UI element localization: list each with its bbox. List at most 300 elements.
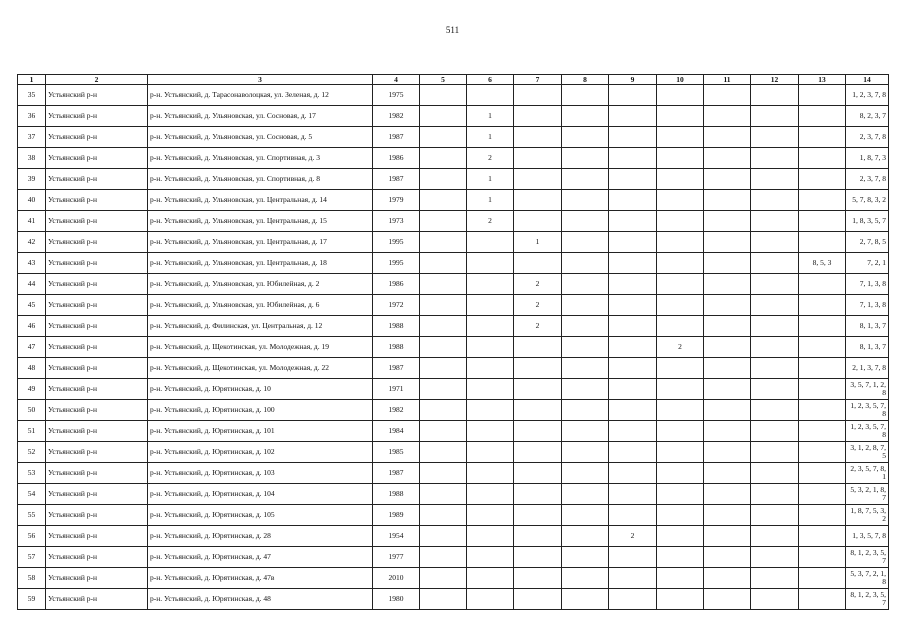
table-cell-col-14: 3, 1, 2, 8, 7, 5 [846,442,889,463]
table-cell-col-12 [751,442,799,463]
table-cell-col-4: 1977 [373,547,420,568]
table-cell-col-2: Устьянский р-н [46,442,148,463]
table-body [18,85,889,610]
table-cell-col-4: 1995 [373,232,420,253]
table-cell-col-3: р-н. Устьянский, д. Щекотинская, ул. Молодежная, д. 19 [148,337,373,358]
table-row [18,148,889,169]
table-cell-col-10 [657,505,704,526]
table-cell-col-14: 8, 1, 2, 3, 5, 7 [846,547,889,568]
table-cell-col-4: 1972 [373,295,420,316]
table-cell-col-5 [420,232,467,253]
table-cell-col-10 [657,232,704,253]
table-row [18,547,889,568]
table-cell-col-4: 1982 [373,106,420,127]
table-cell-col-12 [751,421,799,442]
table-cell-col-8 [562,253,609,274]
table-cell-col-6: 2 [467,211,514,232]
table-cell-col-1: 45 [18,295,46,316]
table-cell-col-14: 1, 2, 3, 7, 8 [846,85,889,106]
table-cell-col-6: 2 [467,148,514,169]
table-cell-col-14: 2, 3, 5, 7, 8, 1 [846,463,889,484]
table-row [18,442,889,463]
table-cell-col-8 [562,316,609,337]
table-cell-col-5 [420,442,467,463]
table-cell-col-2: Устьянский р-н [46,253,148,274]
table-cell-col-7 [514,253,562,274]
table-cell-col-1: 56 [18,526,46,547]
header-row [18,75,889,85]
table-cell-col-14: 2, 3, 7, 8 [846,127,889,148]
table-cell-col-5 [420,211,467,232]
buildings-table [17,74,889,610]
table-row [18,358,889,379]
table-row [18,421,889,442]
table-cell-col-4: 2010 [373,568,420,589]
column-header-1: 1 [18,75,46,85]
table-cell-col-14: 7, 2, 1 [846,253,889,274]
table-cell-col-12 [751,526,799,547]
table-cell-col-11 [704,505,751,526]
table-cell-col-3: р-н. Устьянский, д. Ульяновская, ул. Спортивная, д. 8 [148,169,373,190]
table-cell-col-13 [799,337,846,358]
table-cell-col-14: 8, 2, 3, 7 [846,106,889,127]
table-row [18,463,889,484]
column-header-11: 11 [704,75,751,85]
table-cell-col-11 [704,232,751,253]
table-cell-col-10 [657,253,704,274]
table-cell-col-3: р-н. Устьянский, д. Юрятинская, д. 28 [148,526,373,547]
table-cell-col-12 [751,547,799,568]
table-cell-col-4: 1986 [373,274,420,295]
table-cell-col-4: 1989 [373,505,420,526]
table-cell-col-5 [420,568,467,589]
column-header-2: 2 [46,75,148,85]
table-cell-col-4: 1987 [373,463,420,484]
column-header-13: 13 [799,75,846,85]
table-cell-col-2: Устьянский р-н [46,106,148,127]
table-cell-col-6 [467,379,514,400]
table-cell-col-9 [609,316,657,337]
table-cell-col-13 [799,421,846,442]
table-cell-col-6 [467,274,514,295]
table-cell-col-14: 2, 7, 8, 5 [846,232,889,253]
table-row [18,211,889,232]
table-cell-col-10 [657,295,704,316]
table-cell-col-2: Устьянский р-н [46,547,148,568]
table-cell-col-10 [657,421,704,442]
table-cell-col-7 [514,337,562,358]
table-cell-col-10 [657,484,704,505]
table-cell-col-1: 40 [18,190,46,211]
table-cell-col-5 [420,337,467,358]
table-cell-col-13 [799,442,846,463]
table-cell-col-10 [657,148,704,169]
table-cell-col-11 [704,211,751,232]
table-cell-col-13 [799,463,846,484]
table-cell-col-3: р-н. Устьянский, д. Юрятинская, д. 101 [148,421,373,442]
table-cell-col-11 [704,169,751,190]
table-cell-col-3: р-н. Устьянский, д. Юрятинская, д. 47в [148,568,373,589]
table-cell-col-12 [751,190,799,211]
table-cell-col-5 [420,589,467,610]
table-cell-col-3: р-н. Устьянский, д. Юрятинская, д. 100 [148,400,373,421]
table-cell-col-12 [751,274,799,295]
table-cell-col-14: 7, 1, 3, 8 [846,274,889,295]
table-cell-col-7 [514,421,562,442]
table-cell-col-14: 1, 2, 3, 5, 7, 8 [846,400,889,421]
table-cell-col-3: р-н. Устьянский, д. Юрятинская, д. 105 [148,505,373,526]
column-header-5: 5 [420,75,467,85]
table-cell-col-1: 51 [18,421,46,442]
table-cell-col-5 [420,190,467,211]
table-cell-col-12 [751,484,799,505]
table-cell-col-4: 1987 [373,169,420,190]
table-cell-col-8 [562,505,609,526]
table-cell-col-5 [420,400,467,421]
table-cell-col-9 [609,463,657,484]
table-cell-col-2: Устьянский р-н [46,316,148,337]
table-cell-col-3: р-н. Устьянский, д. Юрятинская, д. 103 [148,463,373,484]
table-cell-col-14: 1, 3, 5, 7, 8 [846,526,889,547]
table-cell-col-8 [562,547,609,568]
table-cell-col-11 [704,400,751,421]
table-row [18,106,889,127]
table-cell-col-4: 1984 [373,421,420,442]
table-cell-col-3: р-н. Устьянский, д. Ульяновская, ул. Центральная, д. 17 [148,232,373,253]
table-cell-col-11 [704,484,751,505]
table-cell-col-7: 2 [514,274,562,295]
table-cell-col-10 [657,442,704,463]
table-cell-col-11 [704,463,751,484]
table-cell-col-6: 1 [467,106,514,127]
table-cell-col-9 [609,358,657,379]
table-cell-col-4: 1973 [373,211,420,232]
table-cell-col-10 [657,190,704,211]
table-cell-col-9: 2 [609,526,657,547]
table-cell-col-12 [751,232,799,253]
table-cell-col-14: 1, 2, 3, 5, 7, 8 [846,421,889,442]
table-cell-col-10 [657,379,704,400]
table-cell-col-13 [799,169,846,190]
table-cell-col-11 [704,358,751,379]
table-cell-col-2: Устьянский р-н [46,568,148,589]
table-cell-col-8 [562,274,609,295]
table-cell-col-11 [704,568,751,589]
table-cell-col-9 [609,484,657,505]
table-cell-col-5 [420,379,467,400]
table-cell-col-5 [420,358,467,379]
table-cell-col-9 [609,337,657,358]
table-cell-col-4: 1954 [373,526,420,547]
table-cell-col-8 [562,463,609,484]
table-cell-col-12 [751,379,799,400]
table-cell-col-11 [704,526,751,547]
table-cell-col-5 [420,106,467,127]
column-header-8: 8 [562,75,609,85]
table-row [18,316,889,337]
table-cell-col-1: 49 [18,379,46,400]
table-cell-col-1: 36 [18,106,46,127]
table-cell-col-3: р-н. Устьянский, д. Ульяновская, ул. Юбилейная, д. 6 [148,295,373,316]
table-row [18,589,889,610]
table-cell-col-4: 1982 [373,400,420,421]
table-cell-col-13 [799,295,846,316]
table-cell-col-7 [514,127,562,148]
table-cell-col-7 [514,505,562,526]
table-cell-col-8 [562,106,609,127]
table-row [18,526,889,547]
table-cell-col-14: 5, 7, 8, 3, 2 [846,190,889,211]
table-cell-col-13 [799,274,846,295]
table-cell-col-9 [609,106,657,127]
table-cell-col-8 [562,442,609,463]
table-cell-col-12 [751,253,799,274]
table-cell-col-9 [609,127,657,148]
table-cell-col-11 [704,190,751,211]
table-cell-col-13 [799,85,846,106]
table-cell-col-4: 1971 [373,379,420,400]
table-cell-col-12 [751,106,799,127]
table-cell-col-14: 1, 8, 7, 3 [846,148,889,169]
table-cell-col-7 [514,589,562,610]
table-cell-col-1: 46 [18,316,46,337]
table-cell-col-2: Устьянский р-н [46,148,148,169]
table-cell-col-9 [609,211,657,232]
table-cell-col-12 [751,295,799,316]
table-cell-col-14: 3, 5, 7, 1, 2, 8 [846,379,889,400]
table-cell-col-13 [799,484,846,505]
table-cell-col-2: Устьянский р-н [46,211,148,232]
table-cell-col-9 [609,442,657,463]
table-cell-col-11 [704,337,751,358]
table-cell-col-6 [467,358,514,379]
table-cell-col-6 [467,337,514,358]
table-cell-col-4: 1988 [373,337,420,358]
table-cell-col-7 [514,568,562,589]
table-row [18,505,889,526]
table-cell-col-3: р-н. Устьянский, д. Щекотинская, ул. Молодежная, д. 22 [148,358,373,379]
table-cell-col-9 [609,547,657,568]
table-cell-col-3: р-н. Устьянский, д. Ульяновская, ул. Центральная, д. 14 [148,190,373,211]
table-cell-col-6 [467,526,514,547]
table-cell-col-6 [467,589,514,610]
table-cell-col-10 [657,274,704,295]
table-cell-col-6 [467,400,514,421]
table-cell-col-13 [799,127,846,148]
table-cell-col-12 [751,358,799,379]
table-cell-col-14: 7, 1, 3, 8 [846,295,889,316]
table-cell-col-8 [562,85,609,106]
column-header-9: 9 [609,75,657,85]
table-cell-col-10 [657,400,704,421]
table-cell-col-1: 53 [18,463,46,484]
table-cell-col-12 [751,169,799,190]
table-cell-col-7 [514,106,562,127]
table-cell-col-10 [657,463,704,484]
table-cell-col-9 [609,274,657,295]
table-cell-col-5 [420,484,467,505]
table-cell-col-5 [420,463,467,484]
table-cell-col-5 [420,148,467,169]
table-cell-col-10 [657,169,704,190]
table-cell-col-4: 1975 [373,85,420,106]
table-row [18,568,889,589]
table-cell-col-13 [799,358,846,379]
table-cell-col-10: 2 [657,337,704,358]
table-cell-col-9 [609,295,657,316]
table-cell-col-13 [799,505,846,526]
column-header-6: 6 [467,75,514,85]
table-cell-col-1: 47 [18,337,46,358]
table-cell-col-9 [609,148,657,169]
table-cell-col-12 [751,463,799,484]
column-header-12: 12 [751,75,799,85]
table-cell-col-14: 8, 1, 3, 7 [846,337,889,358]
table-cell-col-1: 35 [18,85,46,106]
table-cell-col-6: 1 [467,190,514,211]
table-cell-col-6 [467,442,514,463]
table-cell-col-11 [704,442,751,463]
table-cell-col-1: 39 [18,169,46,190]
table-row [18,379,889,400]
table-cell-col-14: 1, 8, 7, 5, 3, 2 [846,505,889,526]
column-header-7: 7 [514,75,562,85]
table-cell-col-9 [609,589,657,610]
table-cell-col-6: 1 [467,127,514,148]
table-cell-col-3: р-н. Устьянский, д. Юрятинская, д. 10 [148,379,373,400]
table-cell-col-2: Устьянский р-н [46,169,148,190]
table-cell-col-2: Устьянский р-н [46,589,148,610]
table-cell-col-4: 1988 [373,484,420,505]
table-cell-col-9 [609,379,657,400]
table-cell-col-9 [609,400,657,421]
table-cell-col-7 [514,442,562,463]
table-cell-col-6 [467,295,514,316]
table-cell-col-2: Устьянский р-н [46,463,148,484]
table-cell-col-5 [420,169,467,190]
table-cell-col-2: Устьянский р-н [46,295,148,316]
table-cell-col-2: Устьянский р-н [46,379,148,400]
table-cell-col-1: 37 [18,127,46,148]
table-cell-col-10 [657,526,704,547]
table-cell-col-8 [562,526,609,547]
table-cell-col-4: 1980 [373,589,420,610]
table-cell-col-9 [609,190,657,211]
table-cell-col-7 [514,169,562,190]
table-cell-col-12 [751,211,799,232]
table-row [18,169,889,190]
table-cell-col-8 [562,379,609,400]
table-cell-col-1: 48 [18,358,46,379]
table-cell-col-8 [562,190,609,211]
table-cell-col-8 [562,484,609,505]
table-cell-col-9 [609,253,657,274]
table-cell-col-7 [514,526,562,547]
table-cell-col-1: 50 [18,400,46,421]
table-cell-col-2: Устьянский р-н [46,400,148,421]
table-cell-col-8 [562,421,609,442]
table-cell-col-9 [609,568,657,589]
table-cell-col-6 [467,253,514,274]
table-cell-col-7 [514,547,562,568]
table-cell-col-6 [467,421,514,442]
table-cell-col-12 [751,400,799,421]
table-cell-col-7 [514,358,562,379]
table-cell-col-14: 5, 3, 7, 2, 1, 8 [846,568,889,589]
table-cell-col-1: 58 [18,568,46,589]
table-cell-col-3: р-н. Устьянский, д. Тарасонаволоцкая, ул. Зеленая, д. 12 [148,85,373,106]
table-cell-col-7: 2 [514,316,562,337]
table-cell-col-7 [514,85,562,106]
table-cell-col-6 [467,547,514,568]
table-cell-col-13 [799,547,846,568]
column-header-3: 3 [148,75,373,85]
table-cell-col-10 [657,106,704,127]
table-cell-col-4: 1979 [373,190,420,211]
table-row [18,337,889,358]
table-cell-col-3: р-н. Устьянский, д. Ульяновская, ул. Центральная, д. 15 [148,211,373,232]
table-cell-col-12 [751,589,799,610]
table-cell-col-13 [799,106,846,127]
table-cell-col-1: 57 [18,547,46,568]
table-cell-col-2: Устьянский р-н [46,421,148,442]
table-cell-col-1: 42 [18,232,46,253]
table-cell-col-2: Устьянский р-н [46,337,148,358]
table-cell-col-11 [704,589,751,610]
table-cell-col-3: р-н. Устьянский, д. Филинская, ул. Центральная, д. 12 [148,316,373,337]
table-cell-col-3: р-н. Устьянский, д. Юрятинская, д. 102 [148,442,373,463]
table-cell-col-12 [751,148,799,169]
table-cell-col-3: р-н. Устьянский, д. Юрятинская, д. 104 [148,484,373,505]
table-cell-col-1: 55 [18,505,46,526]
table-cell-col-11 [704,274,751,295]
table-cell-col-3: р-н. Устьянский, д. Ульяновская, ул. Сосновая, д. 17 [148,106,373,127]
table-cell-col-12 [751,127,799,148]
column-header-14: 14 [846,75,889,85]
table-cell-col-4: 1985 [373,442,420,463]
table-cell-col-4: 1995 [373,253,420,274]
table-cell-col-8 [562,295,609,316]
table-cell-col-5 [420,505,467,526]
table-cell-col-14: 1, 8, 3, 5, 7 [846,211,889,232]
table-cell-col-12 [751,337,799,358]
table-cell-col-7: 1 [514,232,562,253]
table-cell-col-5 [420,295,467,316]
table-row [18,484,889,505]
table-cell-col-2: Устьянский р-н [46,274,148,295]
table-cell-col-8 [562,337,609,358]
table-cell-col-13 [799,400,846,421]
table-cell-col-2: Устьянский р-н [46,127,148,148]
table-cell-col-3: р-н. Устьянский, д. Ульяновская, ул. Спортивная, д. 3 [148,148,373,169]
table-cell-col-1: 41 [18,211,46,232]
table-cell-col-8 [562,358,609,379]
table-cell-col-6: 1 [467,169,514,190]
table-cell-col-13 [799,568,846,589]
table-cell-col-10 [657,316,704,337]
table-cell-col-3: р-н. Устьянский, д. Ульяновская, ул. Центральная, д. 18 [148,253,373,274]
table-cell-col-11 [704,148,751,169]
table-header [18,75,889,85]
table-cell-col-13 [799,232,846,253]
table-cell-col-7: 2 [514,295,562,316]
table-cell-col-11 [704,379,751,400]
table-cell-col-2: Устьянский р-н [46,526,148,547]
table-row [18,295,889,316]
table-cell-col-8 [562,400,609,421]
table-cell-col-14: 5, 3, 2, 1, 8, 7 [846,484,889,505]
table-cell-col-5 [420,316,467,337]
